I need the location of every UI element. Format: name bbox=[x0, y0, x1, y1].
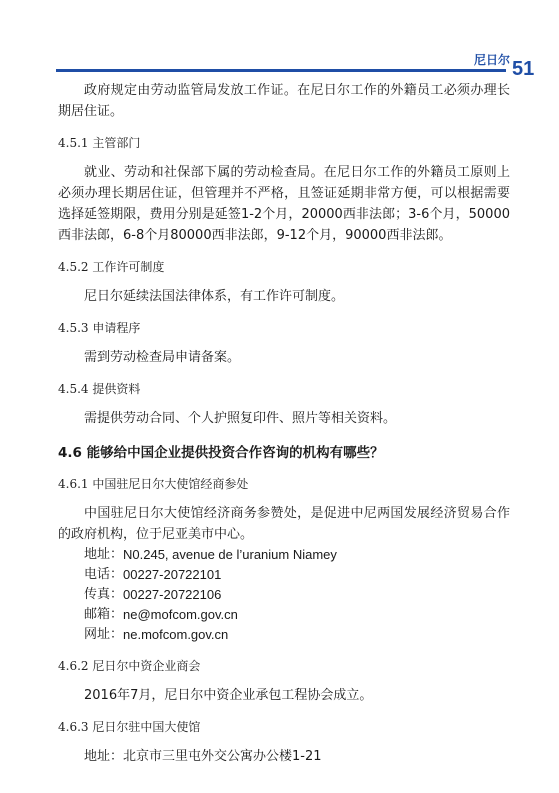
contact-value: 00227-20722106 bbox=[123, 587, 222, 602]
contact-value: ne.mofcom.gov.cn bbox=[123, 627, 229, 642]
subsection-heading-4-6-3: 4.6.3 尼日尔驻中国大使馆 bbox=[58, 720, 201, 734]
page-number: 51 bbox=[512, 58, 535, 80]
contact-label: 电话： bbox=[84, 567, 124, 582]
contact-label: 地址： bbox=[84, 547, 124, 562]
subsection-heading-4-6-2: 4.6.2 尼日尔中资企业商会 bbox=[58, 659, 201, 673]
contact-value: ne@mofcom.gov.cn bbox=[123, 607, 238, 622]
paragraph-4-6-2: 2016年7月，尼日尔中资企业承包工程协会成立。 bbox=[84, 688, 373, 703]
subsection-heading-4-5-1: 4.5.1 主管部门 bbox=[58, 136, 141, 150]
contact-label: 邮箱： bbox=[84, 607, 124, 622]
subsection-heading-4-5-4: 4.5.4 提供资料 bbox=[58, 382, 141, 396]
contact-row-fax bbox=[84, 585, 510, 605]
running-header-country: 尼日尔 bbox=[474, 53, 511, 67]
subsection-heading-4-5-2: 4.5.2 工作许可制度 bbox=[58, 260, 165, 274]
paragraph-4-5-1: 就业、劳动和社保部下属的劳动检查局。在尼日尔工作的外籍员工原则上必须办理长期居住证，但管理并不严格，且签证延期非常方便，可以根据需要选择延签期限，费用分别是延签1-2个月，20000西非法郎；3-6个月，50000西非法郎，6-8个月80000西非法郎，9-12个月，90000西非法郎。 bbox=[58, 165, 510, 243]
contact-label: 传真： bbox=[84, 587, 124, 602]
contact-row-website bbox=[84, 625, 510, 645]
page-body bbox=[58, 80, 510, 767]
contact-row-address bbox=[84, 545, 510, 565]
header-rule bbox=[56, 69, 506, 72]
contact-row-phone bbox=[84, 565, 510, 585]
section-heading-4-6: 4.6 能够给中国企业提供投资合作咨询的机构有哪些？ bbox=[58, 445, 384, 461]
subsection-heading-4-6-1: 4.6.1 中国驻尼日尔大使馆经商参处 bbox=[58, 477, 249, 491]
paragraph-4-5-3: 需到劳动检查局申请备案。 bbox=[84, 350, 241, 365]
paragraph-4-5-2: 尼日尔延续法国法律体系，有工作许可制度。 bbox=[84, 289, 345, 304]
contact-row-email bbox=[84, 605, 510, 625]
intro-paragraph: 政府规定由劳动监管局发放工作证。在尼日尔工作的外籍员工必须办理长期居住证。 bbox=[58, 83, 510, 119]
contact-list bbox=[58, 545, 510, 645]
contact-value: N0.245, avenue de l’uranium Niamey bbox=[123, 547, 337, 562]
subsection-heading-4-5-3: 4.5.3 申请程序 bbox=[58, 321, 141, 335]
contact-label: 网址： bbox=[84, 627, 124, 642]
contact-value: 00227-20722101 bbox=[123, 567, 222, 582]
paragraph-4-6-1: 中国驻尼日尔大使馆经济商务参赞处，是促进中尼两国发展经济贸易合作的政府机构，位于尼亚美市中心。 bbox=[58, 506, 510, 542]
paragraph-4-5-4: 需提供劳动合同、个人护照复印件、照片等相关资料。 bbox=[84, 411, 397, 426]
paragraph-4-6-3: 地址：北京市三里屯外交公寓办公楼1-21 bbox=[84, 749, 322, 764]
